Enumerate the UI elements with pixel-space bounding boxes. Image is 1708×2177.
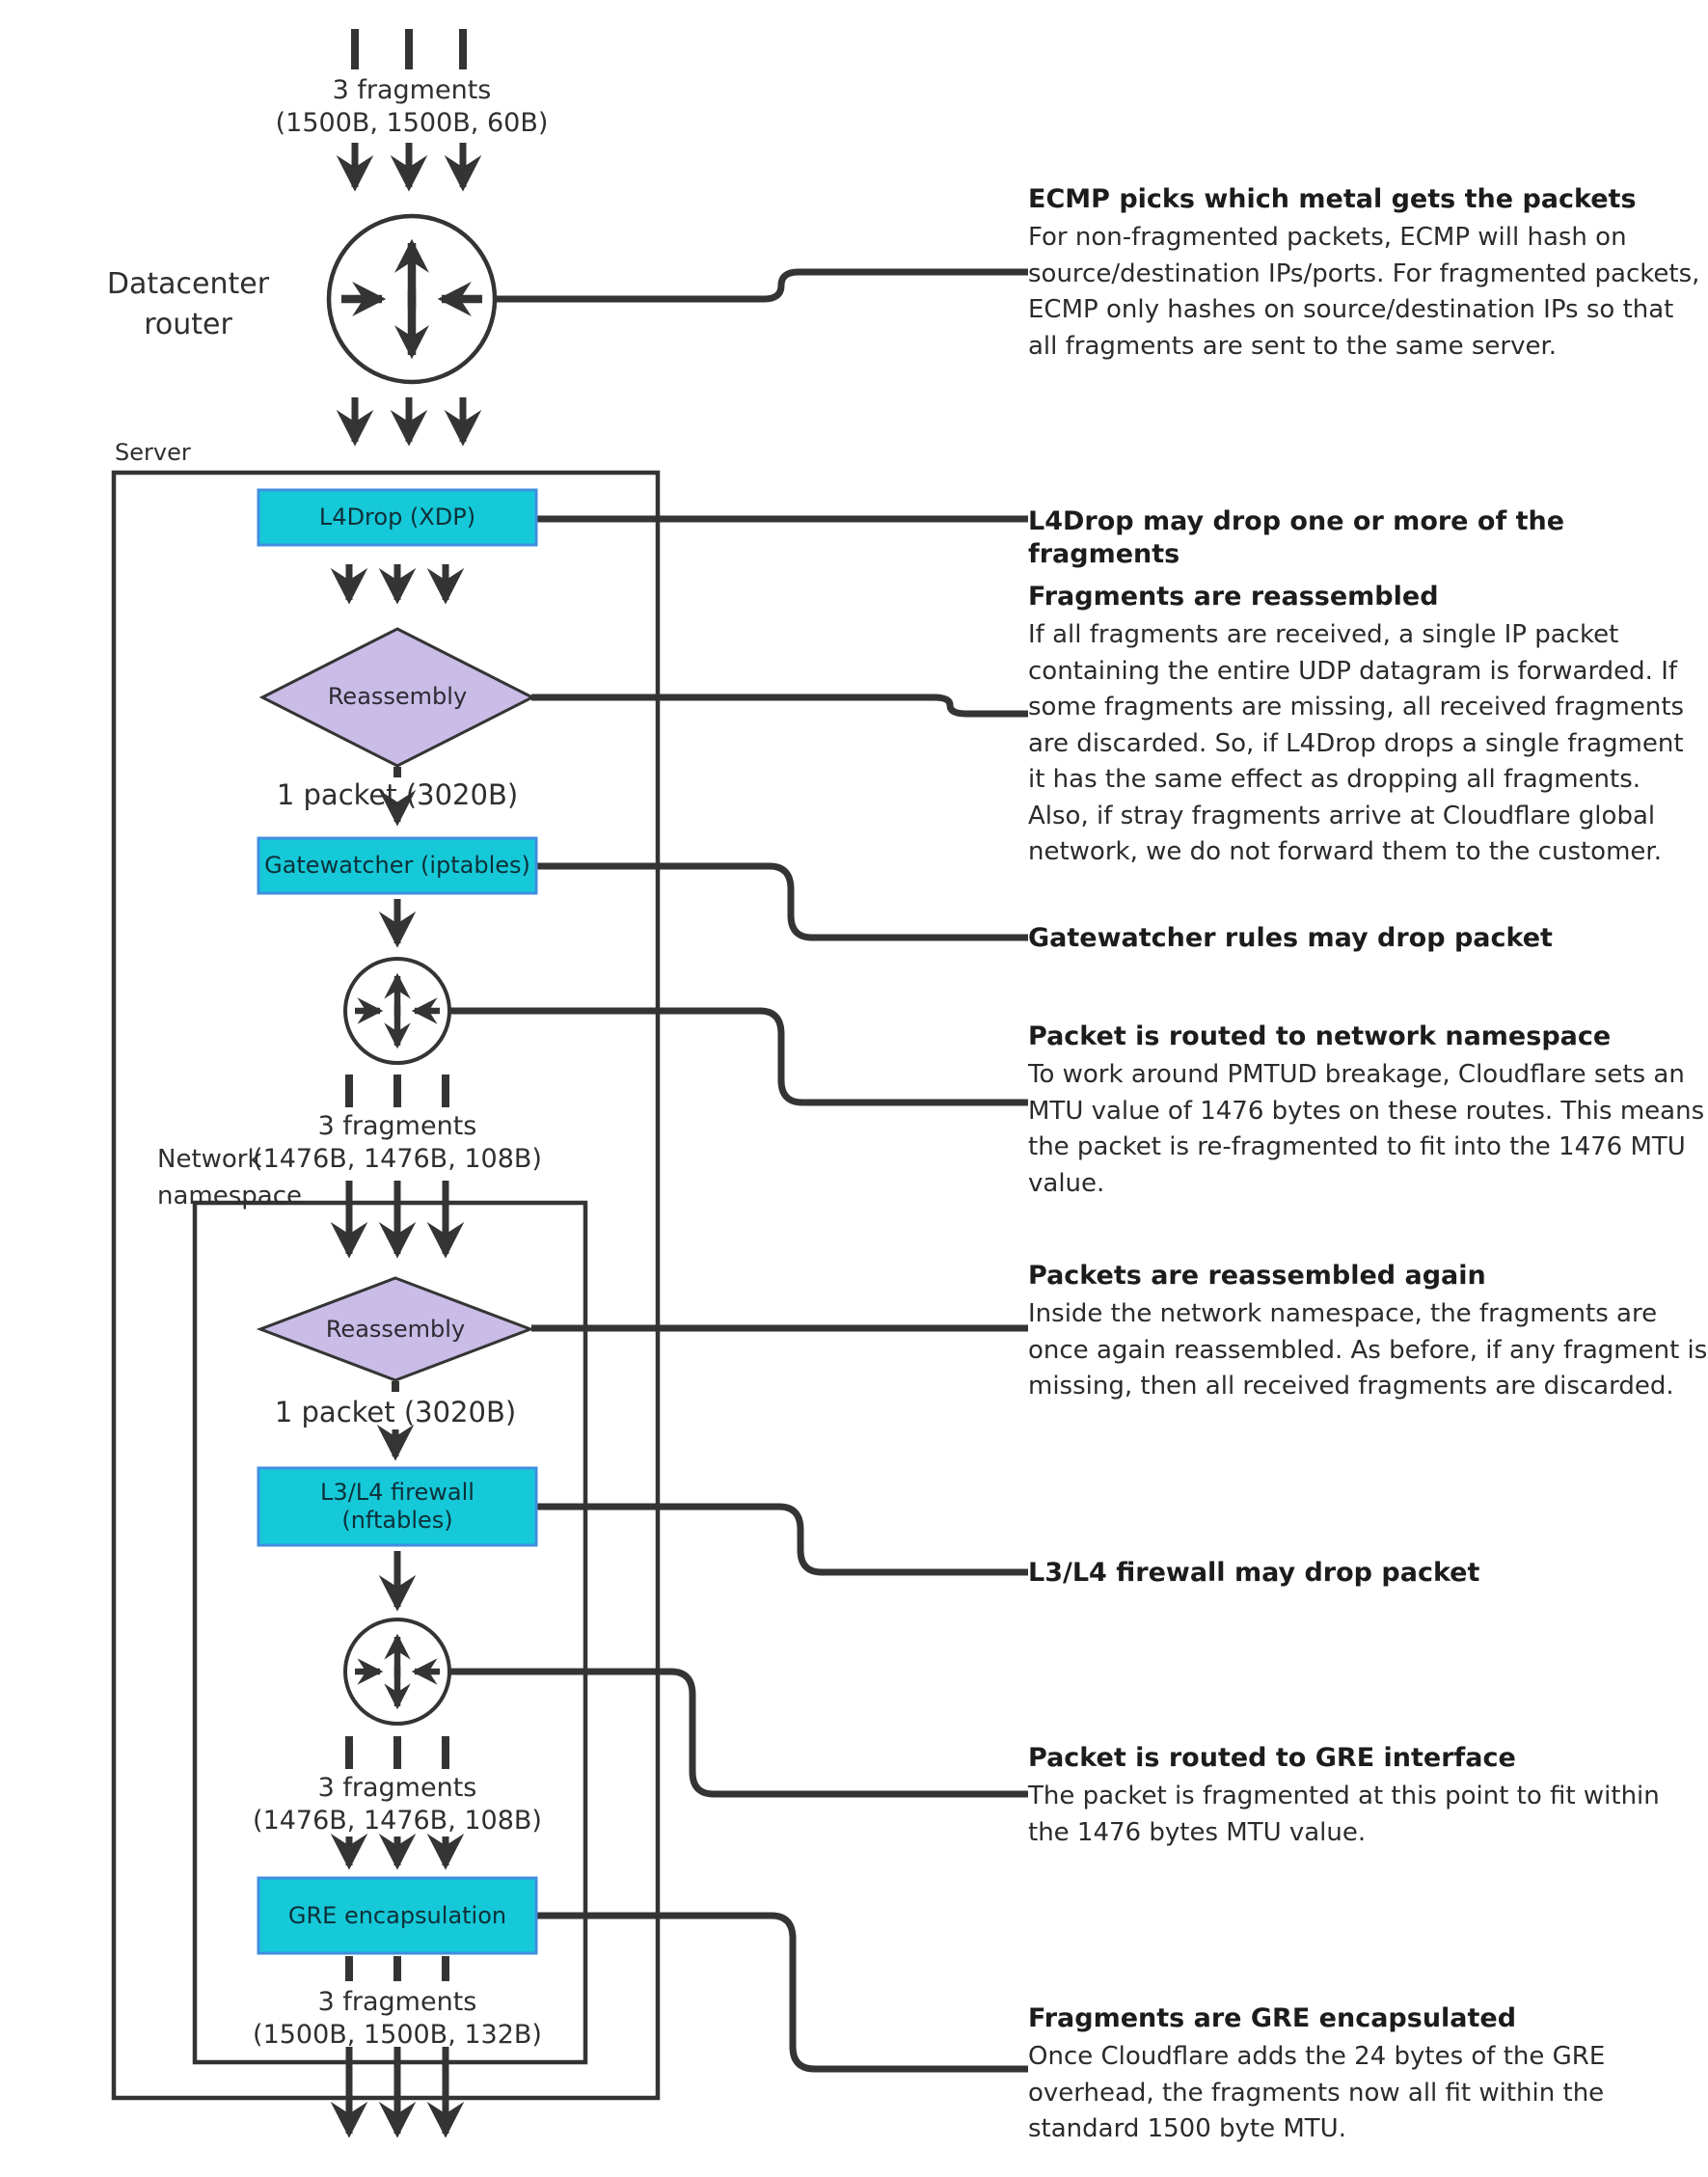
connector-reassembly1 [531,697,1028,714]
mid-fragments-sizes: (1476B, 1476B, 108B) [253,1144,542,1174]
bottom-fragments-title: 3 fragments [317,1987,477,2017]
note-firewall-title: L3/L4 firewall may drop packet [1028,1558,1480,1588]
note-reassembled-body: If all fragments are received, a single IP packet containing the entire UDP datagram is forwarded. If some fragments are missing, all received fragments are discarded. So, if L4Drop drops a single fragment it has the same effect as dropping all fragments. Also, if stray fragments arrive at Cloudflare global network, we do not forward them to the customer. [1028,620,1685,866]
bottom-fragments-sizes: (1500B, 1500B, 132B) [253,2020,542,2050]
l3l4-firewall-label-line1: L3/L4 firewall [320,1479,474,1506]
connector-ecmp [495,272,1028,299]
network-namespace-label-line1: Network [157,1145,262,1174]
server-label: Server [115,439,191,466]
top-fragments-title: 3 fragments [332,75,492,105]
packet1-label: 1 packet (3020B) [276,778,519,811]
note-gre-encapsulated-body: Once Cloudflare adds the 24 bytes of the GRE overhead, the fragments now all fit within the standard 1500 byte MTU. [1028,2042,1606,2143]
network-namespace-label-line2: namespace [157,1182,303,1211]
gre-fragments-sizes: (1476B, 1476B, 108B) [253,1806,542,1836]
datacenter-router-label-line1: Datacenter [106,267,270,301]
gre-encapsulation-label: GRE encapsulation [287,1901,507,1929]
top-fragments-sizes: (1500B, 1500B, 60B) [275,108,549,138]
gatewatcher-label: Gatewatcher (iptables) [264,852,530,879]
note-gre-interface-body: The packet is fragmented at this point to fit within the 1476 bytes MTU value. [1028,1782,1660,1847]
note-netns-title: Packet is routed to network namespace [1028,1021,1612,1051]
note-gre-encapsulated-title: Fragments are GRE encapsulated [1028,2003,1517,2033]
datacenter-router-label [58,264,318,345]
route-gre-router-icon [345,1619,449,1724]
note-l4drop-title: L4Drop may drop one or more of the fragments [1028,506,1565,569]
mid-fragments-title: 3 fragments [317,1111,477,1141]
l4drop-label: L4Drop (XDP) [318,503,476,531]
reassembly1-label: Reassembly [327,683,468,710]
route-namespace-router-icon [345,959,449,1063]
connector-netns-route [449,1011,1028,1102]
note-gatewatcher-title: Gatewatcher rules may drop packet [1028,923,1553,953]
note-ecmp-body: For non-fragmented packets, ECMP will hash on source/destination IPs/ports. For fragmented packets, ECMP only hashes on source/destination IPs so that all fragments are sent to the same server. [1028,223,1700,361]
connector-firewall [536,1507,1028,1572]
l3l4-firewall-label [258,1468,536,1545]
datacenter-router-label-line2: router [144,308,232,341]
reassembly2-label: Reassembly [325,1316,466,1343]
packet2-label: 1 packet (3020B) [274,1396,517,1429]
note-ecmp-title: ECMP picks which metal gets the packets [1028,184,1637,214]
note-gre-interface-title: Packet is routed to GRE interface [1028,1743,1516,1773]
note-reassembled-again-title: Packets are reassembled again [1028,1261,1486,1291]
note-netns-body: To work around PMTUD breakage, Cloudflare sets an MTU value of 1476 bytes on these routes. This means the packet is re-fragmented to fit into the 1476 MTU value. [1028,1060,1705,1198]
connector-gatewatcher [536,866,1028,938]
gre-fragments-title: 3 fragments [317,1773,477,1803]
l3l4-firewall-label-line2: (nftables) [341,1507,453,1534]
network-namespace-label [157,1141,302,1214]
connector-gre-encap [536,1916,1028,2069]
datacenter-router-icon [329,216,495,382]
note-reassembled-title: Fragments are reassembled [1028,582,1439,612]
note-reassembled-again-body: Inside the network namespace, the fragments are once again reassembled. As before, if any fragment is missing, then all received fragments are discarded. [1028,1299,1708,1401]
